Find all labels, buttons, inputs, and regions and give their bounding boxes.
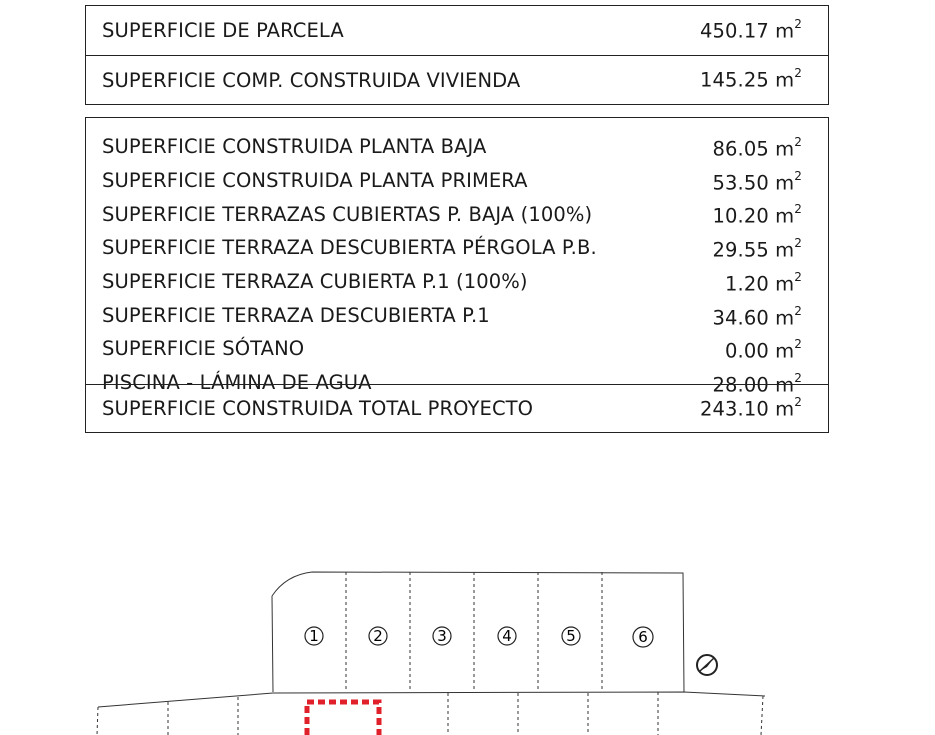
lot-marker	[633, 627, 653, 647]
list-item: SUPERFICIE TERRAZAS CUBIERTAS P. BAJA (100%) 10.20 $m^2$	[102, 202, 802, 228]
list-item: SUPERFICIE TERRAZA DESCUBIERTA PÉRGOLA P.B. 29.55 $m^2$	[102, 236, 802, 262]
svg-text:1: 1	[309, 627, 319, 645]
svg-text:4: 4	[502, 627, 512, 645]
list-item: SUPERFICIE CONSTRUIDA PLANTA BAJA 86.05 $m^2$	[102, 135, 802, 161]
list-item: SUPERFICIE TERRAZA CUBIERTA P.1 (100%) 1.20 $m^2$	[102, 269, 802, 296]
row-label: SUPERFICIE COMP. CONSTRUIDA VIVIENDA	[102, 68, 521, 92]
row-value: 450.17 $m^2$	[700, 16, 802, 43]
row-value: 145.25 $m^2$	[700, 66, 802, 92]
north-arrow-icon	[697, 655, 717, 675]
list-item: SUPERFICIE CONSTRUIDA PLANTA PRIMERA 53.50 $m^2$	[102, 168, 802, 195]
list-item: SUPERFICIE SÓTANO 0.00 $m^2$	[102, 337, 802, 363]
svg-text:6: 6	[638, 628, 648, 646]
lower-row-outline	[98, 692, 765, 707]
svg-text:2: 2	[373, 627, 383, 645]
lot-marker	[305, 627, 323, 645]
total-label: SUPERFICIE CONSTRUIDA TOTAL PROYECTO	[102, 397, 534, 420]
lot-marker	[433, 627, 451, 645]
svg-text:5: 5	[566, 627, 576, 645]
svg-text:3: 3	[437, 627, 447, 645]
list-item: SUPERFICIE TERRAZA DESCUBIERTA P.1 34.60 $m^2$	[102, 303, 802, 330]
lot-divider	[761, 696, 763, 735]
lot-labels	[305, 627, 653, 647]
total-value: 243.10 $m^2$	[700, 394, 802, 421]
lot-divider	[97, 707, 98, 735]
row-label: SUPERFICIE DE PARCELA	[102, 19, 344, 42]
lot-marker	[562, 627, 580, 645]
lot-boundary	[272, 596, 273, 692]
highlighted-plot-outline	[307, 702, 379, 735]
lot-marker	[498, 627, 516, 645]
list-item: PISCINA - LÁMINA DE AGUA 28.00 $m^2$	[102, 370, 802, 397]
lot-marker	[369, 627, 387, 645]
lot-row-outline	[272, 572, 684, 692]
